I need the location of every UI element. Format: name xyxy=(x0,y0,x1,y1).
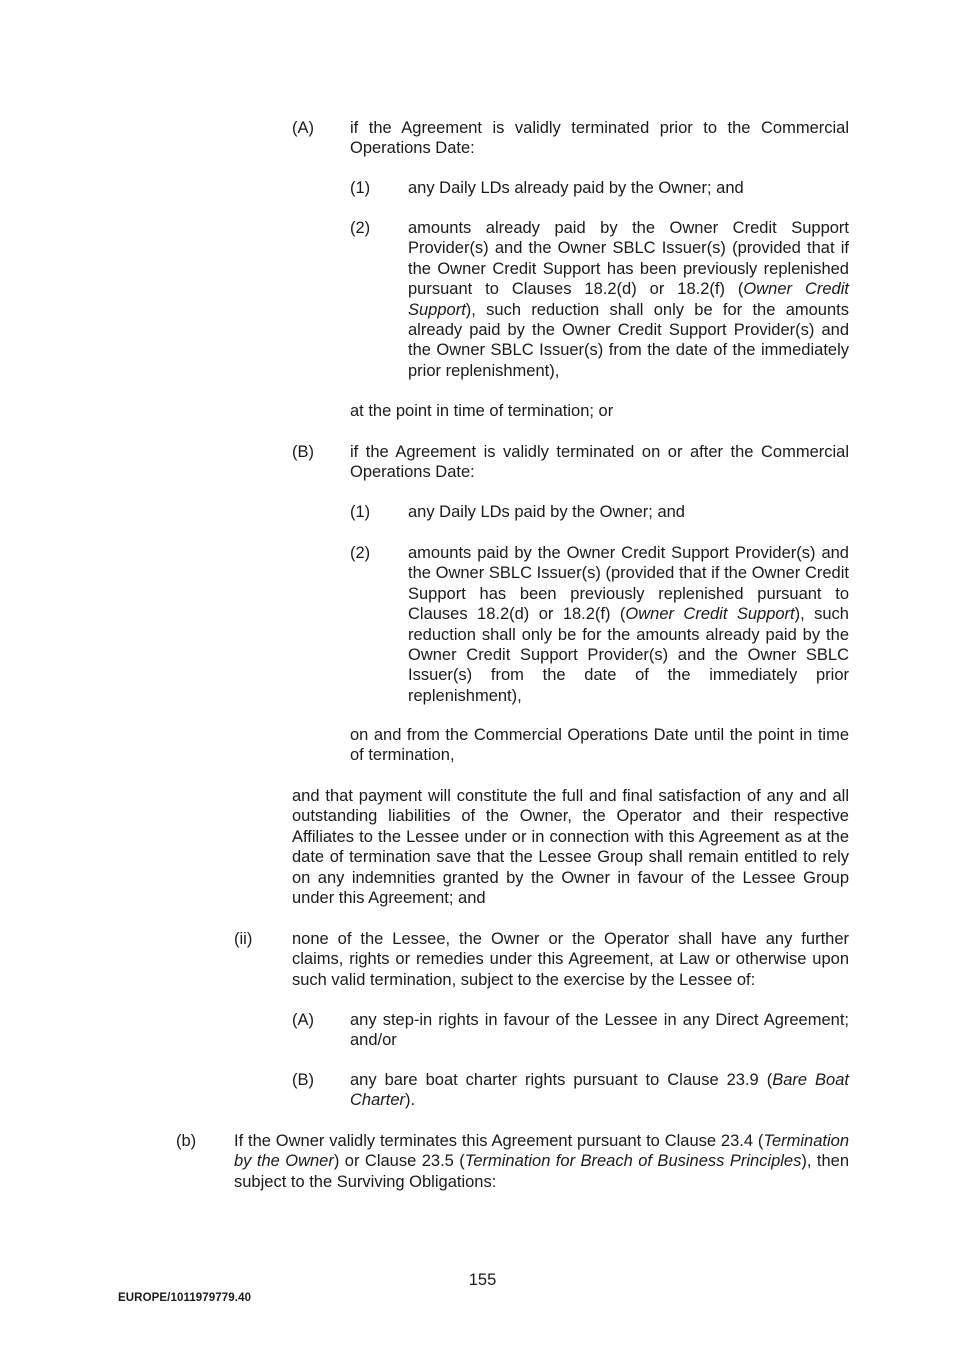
item-text: any Daily LDs already paid by the Owner; and xyxy=(408,179,744,197)
item-text: any step-in rights in favour of the Lessee in any Direct Agreement; and/or xyxy=(350,1011,849,1050)
item-text: at the point in time of termination; or xyxy=(350,402,614,420)
item-text: any bare boat charter rights pursuant to Clause 23.9 (Bare Boat Charter). xyxy=(350,1071,849,1110)
item-text: none of the Lessee, the Owner or the Operator shall have any further claims, rights or remedies under this Agreement, at Law or otherwise upon such valid termination, subject to the exercise by the Lessee of: xyxy=(292,930,849,989)
item-text: any Daily LDs paid by the Owner; and xyxy=(408,503,685,521)
item-label: (A) xyxy=(292,1011,314,1029)
item-label: (A) xyxy=(292,119,314,137)
item-text: if the Agreement is validly terminated on or after the Commercial Operations Date: xyxy=(350,443,849,482)
item-label: (B) xyxy=(292,1071,314,1089)
item-label: (B) xyxy=(292,443,314,461)
item-text: and that payment will constitute the full and final satisfaction of any and all outstanding liabilities of the Owner, the Operator and their respective Affiliates to the Lessee under or in connection with this Agreement as at the date of termination save that the Lessee Group shall remain entitled to rely on any indemnities granted by the Owner in favour of the Lessee Group under this Agreement; and xyxy=(292,787,849,908)
item-label: (b) xyxy=(176,1132,197,1150)
item-text: amounts paid by the Owner Credit Support Provider(s) and the Owner SBLC Issuer(s) (provided that if the Owner Credit Support has been previously replenished pursuant to Clauses 18.2(d) or 18.2(f) (Owner Credit Support), such reduction shall only be for the amounts already paid by the Owner Credit Support Provider(s) and the Owner SBLC Issuer(s) from the date of the immediately prior replenishment), xyxy=(408,544,849,705)
item-label: (2) xyxy=(350,219,371,237)
item-text: on and from the Commercial Operations Date until the point in time of termination, xyxy=(350,726,849,765)
page-number: 155 xyxy=(468,1271,497,1289)
item-label: (1) xyxy=(350,503,371,521)
document-reference: EUROPE/1011979779.40 xyxy=(118,1292,252,1304)
item-label: (ii) xyxy=(234,930,253,948)
item-label: (1) xyxy=(350,179,371,197)
item-text: amounts already paid by the Owner Credit Support Provider(s) and the Owner SBLC Issuer(s) (provided that if the Owner Credit Support has been previously replenished pursuant to Clauses 18.2(d) or 18.2(f) (Owner Credit Support), such reduction shall only be for the amounts already paid by the Owner Credit Support Provider(s) and the Owner SBLC Issuer(s) from the date of the immediately prior replenishment), xyxy=(408,219,849,380)
item-label: (2) xyxy=(350,544,371,562)
item-text: If the Owner validly terminates this Agreement pursuant to Clause 23.4 (Termination by the Owner) or Clause 23.5 (Termination for Breach of Business Principles), then subject to the Surviving Obligations: xyxy=(234,1132,849,1191)
item-text: if the Agreement is validly terminated prior to the Commercial Operations Date: xyxy=(350,119,849,158)
